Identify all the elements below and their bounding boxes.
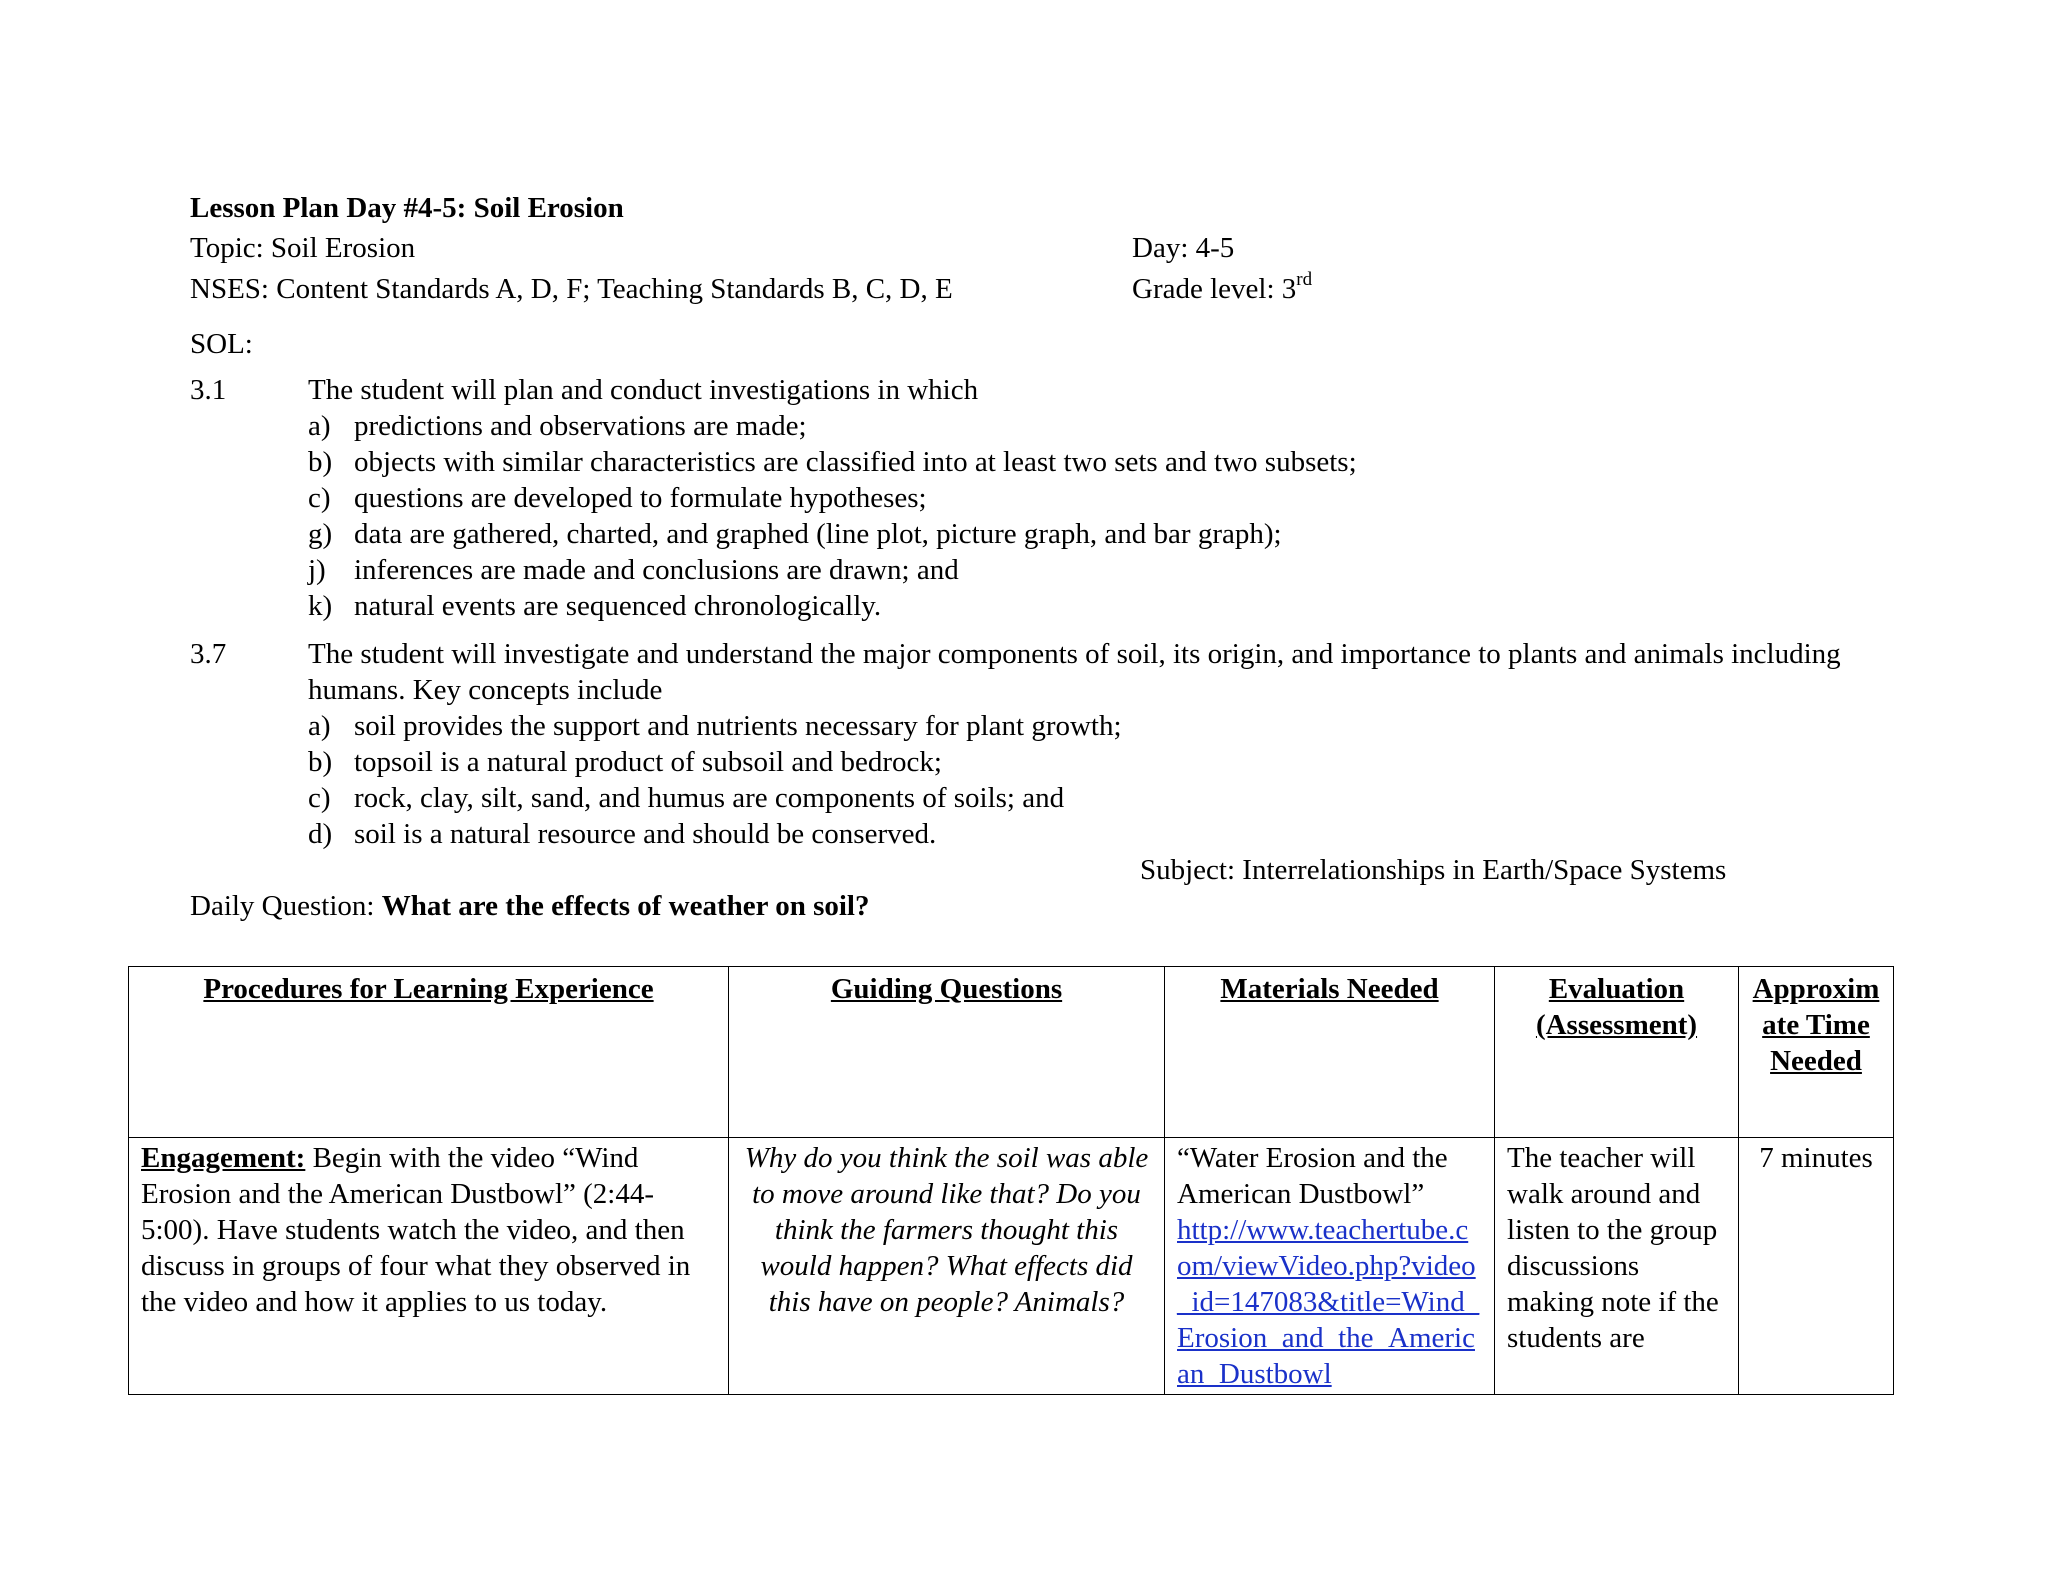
list-letter: b) (308, 446, 333, 478)
day-line: Day: 4-5 (1132, 232, 1235, 264)
topic-line: Topic: Soil Erosion (190, 232, 416, 264)
list-text: rock, clay, silt, sand, and humus are components of soils; and (354, 782, 1065, 814)
lesson-table (128, 966, 1894, 1395)
standard-intro: The student will plan and conduct investigations in which (308, 374, 979, 406)
nses-line: NSES: Content Standards A, D, F; Teaching Standards B, C, D, E (190, 273, 953, 305)
sol-label: SOL: (190, 328, 253, 360)
list-letter: a) (308, 410, 331, 442)
grade-level-text: Grade level: 3 (1132, 273, 1297, 305)
standard-number: 3.7 (190, 638, 227, 670)
time-cell: 7 minutes (1739, 1138, 1894, 1395)
header-guiding-questions: Guiding Questions (729, 967, 1165, 1138)
list-letter: b) (308, 746, 333, 778)
list-text: predictions and observations are made; (354, 410, 807, 442)
header-materials: Materials Needed (1165, 967, 1495, 1138)
list-letter: k) (308, 590, 333, 622)
list-letter: a) (308, 710, 331, 742)
materials-cell (1165, 1138, 1495, 1395)
list-text: soil provides the support and nutrients necessary for plant growth; (354, 710, 1122, 742)
list-letter: c) (308, 782, 331, 814)
list-text: soil is a natural resource and should be conserved. (354, 818, 937, 850)
list-text: topsoil is a natural product of subsoil and bedrock; (354, 746, 942, 778)
list-text: questions are developed to formulate hypotheses; (354, 482, 927, 514)
standard-number: 3.1 (190, 374, 227, 406)
guiding-questions-cell: Why do you think the soil was able to move around like that? Do you think the farmers thought this would happen? What effects did this have on people? Animals? (729, 1138, 1165, 1395)
header-evaluation: Evaluation (Assessment) (1495, 967, 1739, 1138)
list-text: objects with similar characteristics are classified into at least two sets and two subsets; (354, 446, 1357, 478)
list-letter: j) (308, 554, 326, 586)
grade-ordinal: rd (1296, 269, 1313, 291)
grade-level-line (1132, 271, 1312, 307)
engagement-text: Begin with the video “Wind Erosion and the American Dustbowl” (2:44-5:00). Have students watch the video, and then discuss in groups of four what they observed in the video and how it applies to us today. (141, 1142, 691, 1318)
daily-question-label: Daily Question: (190, 890, 382, 922)
list-letter: c) (308, 482, 331, 514)
materials-text: “Water Erosion and the American Dustbowl” (1177, 1142, 1448, 1210)
video-link[interactable]: http://www.teachertube.com/viewVideo.php?video_id=147083&title=Wind_Erosion_and_the_American_Dustbowl (1177, 1214, 1480, 1390)
lesson-title: Lesson Plan Day #4-5: Soil Erosion (190, 192, 624, 224)
daily-question (190, 888, 870, 924)
header-procedures: Procedures for Learning Experience (129, 967, 729, 1138)
list-letter: d) (308, 818, 333, 850)
subject-line: Subject: Interrelationships in Earth/Space Systems (1140, 854, 1727, 886)
procedures-cell (129, 1138, 729, 1395)
evaluation-cell: The teacher will walk around and listen to the group discussions making note if the students are (1495, 1138, 1739, 1395)
list-text: inferences are made and conclusions are drawn; and (354, 554, 959, 586)
table-row (129, 1138, 1894, 1395)
table-header-row (129, 967, 1894, 1138)
daily-question-text: What are the effects of weather on soil? (381, 890, 870, 922)
header-time: Approximate Time Needed (1739, 967, 1894, 1138)
standard-intro: The student will investigate and understand the major components of soil, its origin, and importance to plants and animals including humans. Key concepts include (308, 638, 1841, 706)
engagement-label: Engagement: (141, 1142, 306, 1174)
list-letter: g) (308, 518, 333, 550)
list-text: data are gathered, charted, and graphed (line plot, picture graph, and bar graph); (354, 518, 1282, 550)
list-text: natural events are sequenced chronologically. (354, 590, 882, 622)
